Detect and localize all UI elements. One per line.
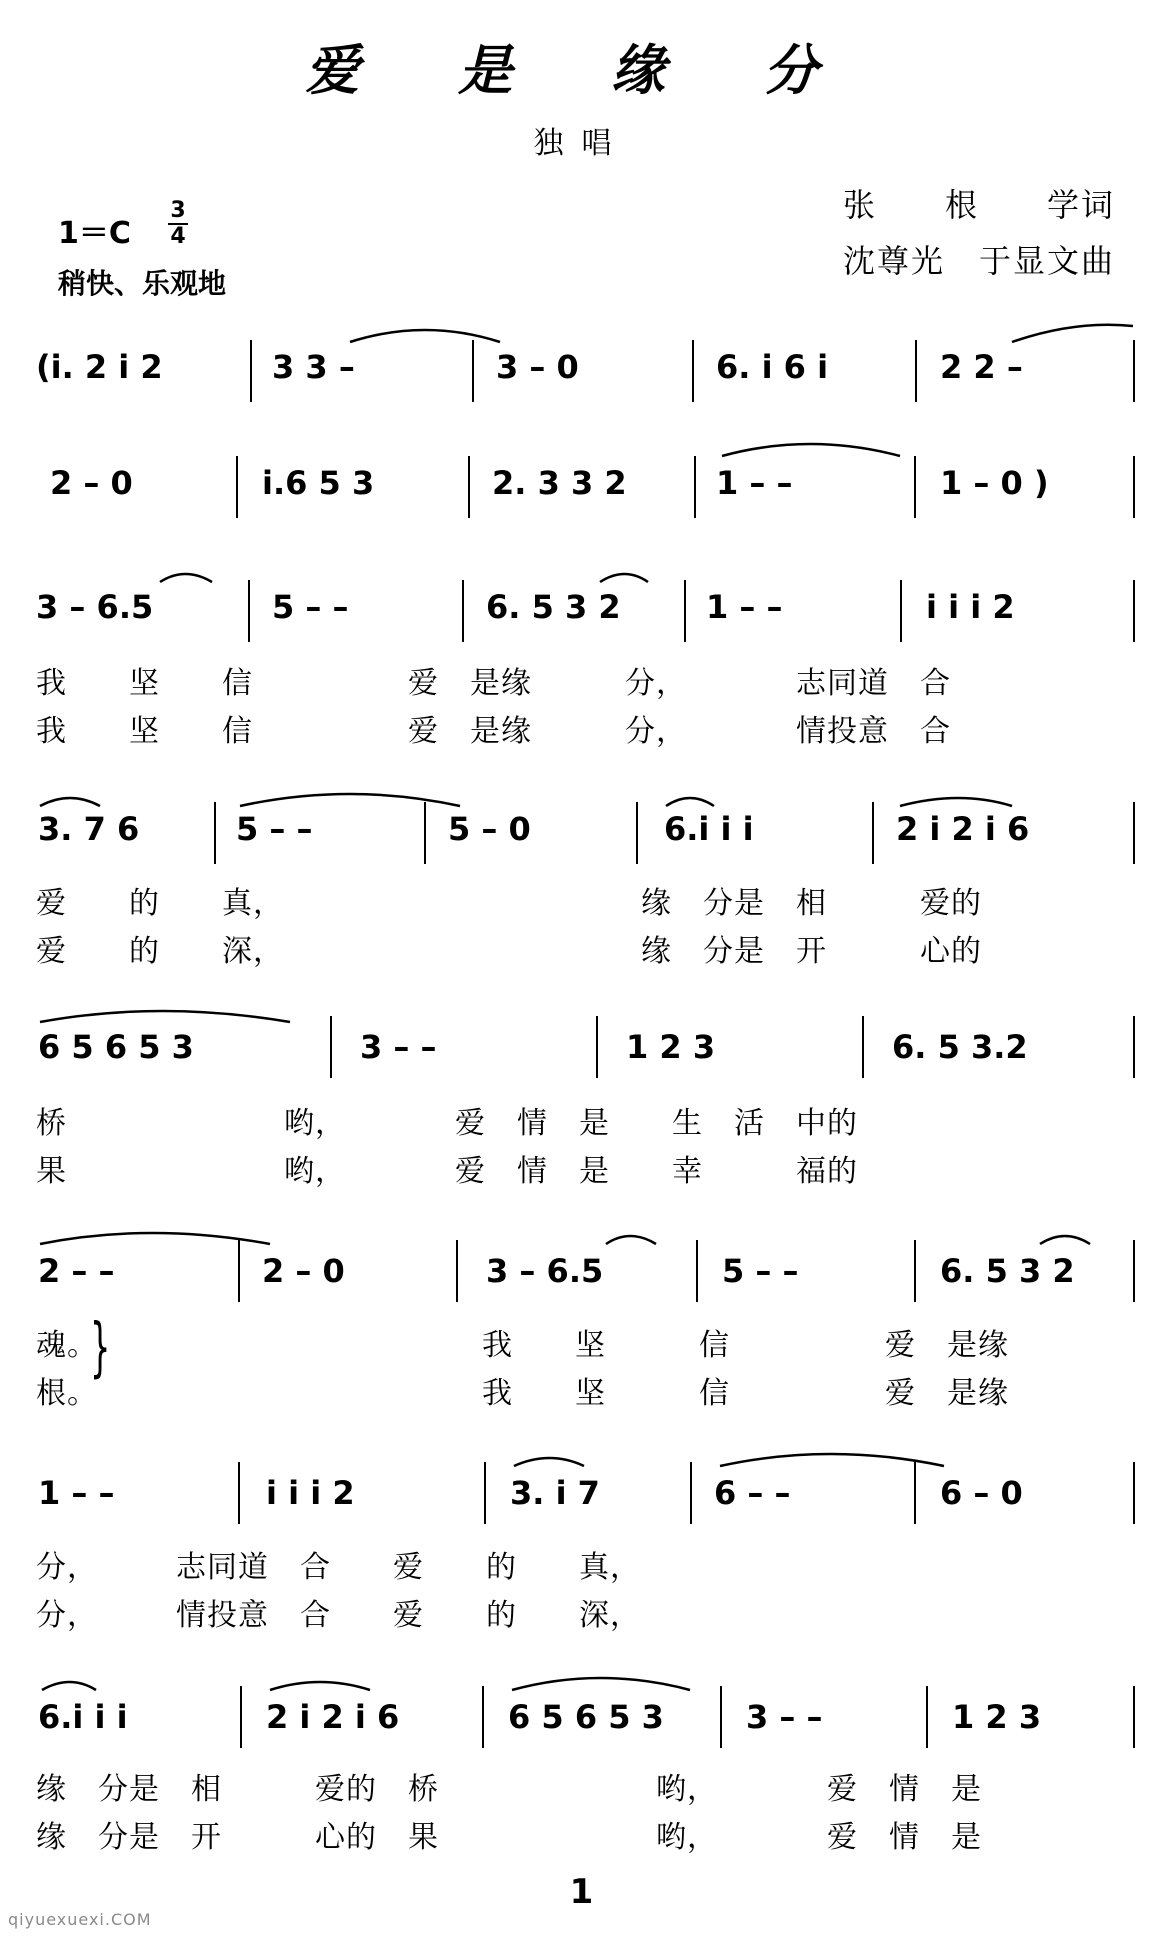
tie <box>40 1233 270 1244</box>
composer-credit: 沈尊光 于显文曲 <box>843 242 1116 280</box>
lyric-verse-2: 我 坚 信 爱 是缘 分， 情投意 合 <box>36 714 951 749</box>
measure: 5 – – <box>272 588 349 626</box>
slur <box>40 798 100 806</box>
measure: 6. 5 3.2 <box>892 1028 1028 1066</box>
measure: 2 i 2 i 6 <box>896 810 1030 848</box>
slur <box>1040 1236 1090 1244</box>
measure: 3 – – <box>360 1028 437 1066</box>
song-title: 爱 是 缘 分 <box>305 38 858 102</box>
lyric-verse-1: 缘 分是 相 爱的 桥 哟， 爱 情 是 <box>36 1772 982 1807</box>
measure: 2 i 2 i 6 <box>266 1698 400 1736</box>
measure: 6. 5 3 2 <box>940 1252 1075 1290</box>
measure: 6 5 6 5 3 <box>38 1028 194 1066</box>
lyric-verse-1: 我 坚 信 爱 是缘 分， 志同道 合 <box>36 666 951 701</box>
lyric-verse-2: 爱 的 深， 缘 分是 开 心的 <box>36 934 982 969</box>
slur <box>606 1236 656 1244</box>
page-number: 1 <box>569 1872 594 1912</box>
measure: (i. 2 i 2 <box>36 348 163 386</box>
measure: 5 – – <box>236 810 313 848</box>
lyric-verse-2: 分， 情投意 合 爱 的 深， <box>36 1598 641 1633</box>
measure: 2 2 – <box>940 348 1023 386</box>
measure: 6 5 6 5 3 <box>508 1698 664 1736</box>
measure: i i i 2 <box>266 1474 355 1512</box>
measure: 2. 3 3 2 <box>492 464 627 502</box>
lyric-verse-1: 分， 志同道 合 爱 的 真， <box>36 1550 641 1585</box>
lyric-verse-1: 桥 哟， 爱 情 是 生 活 中的 <box>36 1106 858 1141</box>
lyric-verse-2: 我 坚 信 爱 是缘 <box>482 1376 1009 1411</box>
song-subtitle: 独唱 <box>533 126 630 161</box>
measure: 1 2 3 <box>952 1698 1042 1736</box>
key-signature: 1＝C <box>58 216 131 251</box>
verse-brace: } <box>90 1311 111 1385</box>
measure: 3 – 6.5 <box>36 588 154 626</box>
meter-top: 3 <box>170 198 186 223</box>
slur <box>514 1458 584 1466</box>
tie <box>722 444 900 456</box>
measure: 3. 7 6 <box>38 810 140 848</box>
lyric-verse-1: 我 坚 信 爱 是缘 <box>482 1328 1009 1363</box>
slur <box>666 798 714 806</box>
slur <box>42 1682 96 1690</box>
lyric-verse-2-start: 根。 <box>36 1376 98 1411</box>
measure: 2 – – <box>38 1252 115 1290</box>
measure: 3. i 7 <box>510 1474 600 1512</box>
measure: 6.i i i <box>664 810 754 848</box>
measure: 1 – 0 ) <box>940 464 1049 502</box>
slur <box>900 798 1012 806</box>
lyric-verse-1-start: 魂。 <box>36 1328 98 1363</box>
slur <box>160 574 212 582</box>
tie <box>240 794 460 806</box>
lyric-verse-2: 缘 分是 开 心的 果 哟， 爱 情 是 <box>36 1820 982 1855</box>
tempo-marking: 稍快、乐观地 <box>58 267 227 300</box>
measure: 1 – – <box>716 464 793 502</box>
measure: i i i 2 <box>926 588 1015 626</box>
measure: 3 – 6.5 <box>486 1252 604 1290</box>
measure: 5 – 0 <box>448 810 531 848</box>
measure: 6.i i i <box>38 1698 128 1736</box>
measure: 6 – – <box>714 1474 791 1512</box>
measure: 1 2 3 <box>626 1028 716 1066</box>
measure: 3 – – <box>746 1698 823 1736</box>
measure: 2 – 0 <box>262 1252 345 1290</box>
measure: 1 – – <box>38 1474 115 1512</box>
measure: 3 3 – <box>272 348 355 386</box>
tie <box>1012 325 1133 342</box>
tie <box>350 330 500 342</box>
lyricist-credit: 张 根 学词 <box>843 186 1116 224</box>
measure: 2 – 0 <box>50 464 133 502</box>
slur <box>270 1682 370 1690</box>
watermark: qiyuexuexi.COM <box>8 1910 152 1929</box>
lyric-verse-1: 爱 的 真， 缘 分是 相 爱的 <box>36 886 982 921</box>
measure: 3 – 0 <box>496 348 579 386</box>
measure: i.6 5 3 <box>262 464 375 502</box>
meter-bottom: 4 <box>170 224 186 249</box>
measure: 1 – – <box>706 588 783 626</box>
lyric-verse-2: 果 哟， 爱 情 是 幸 福的 <box>36 1154 858 1189</box>
measure: 6. 5 3 2 <box>486 588 621 626</box>
measure: 5 – – <box>722 1252 799 1290</box>
measure: 6 – 0 <box>940 1474 1023 1512</box>
tie <box>720 1454 944 1466</box>
slur <box>40 1011 290 1022</box>
measure: 6. i 6 i <box>716 348 829 386</box>
slur <box>600 574 648 582</box>
slur <box>512 1678 690 1690</box>
